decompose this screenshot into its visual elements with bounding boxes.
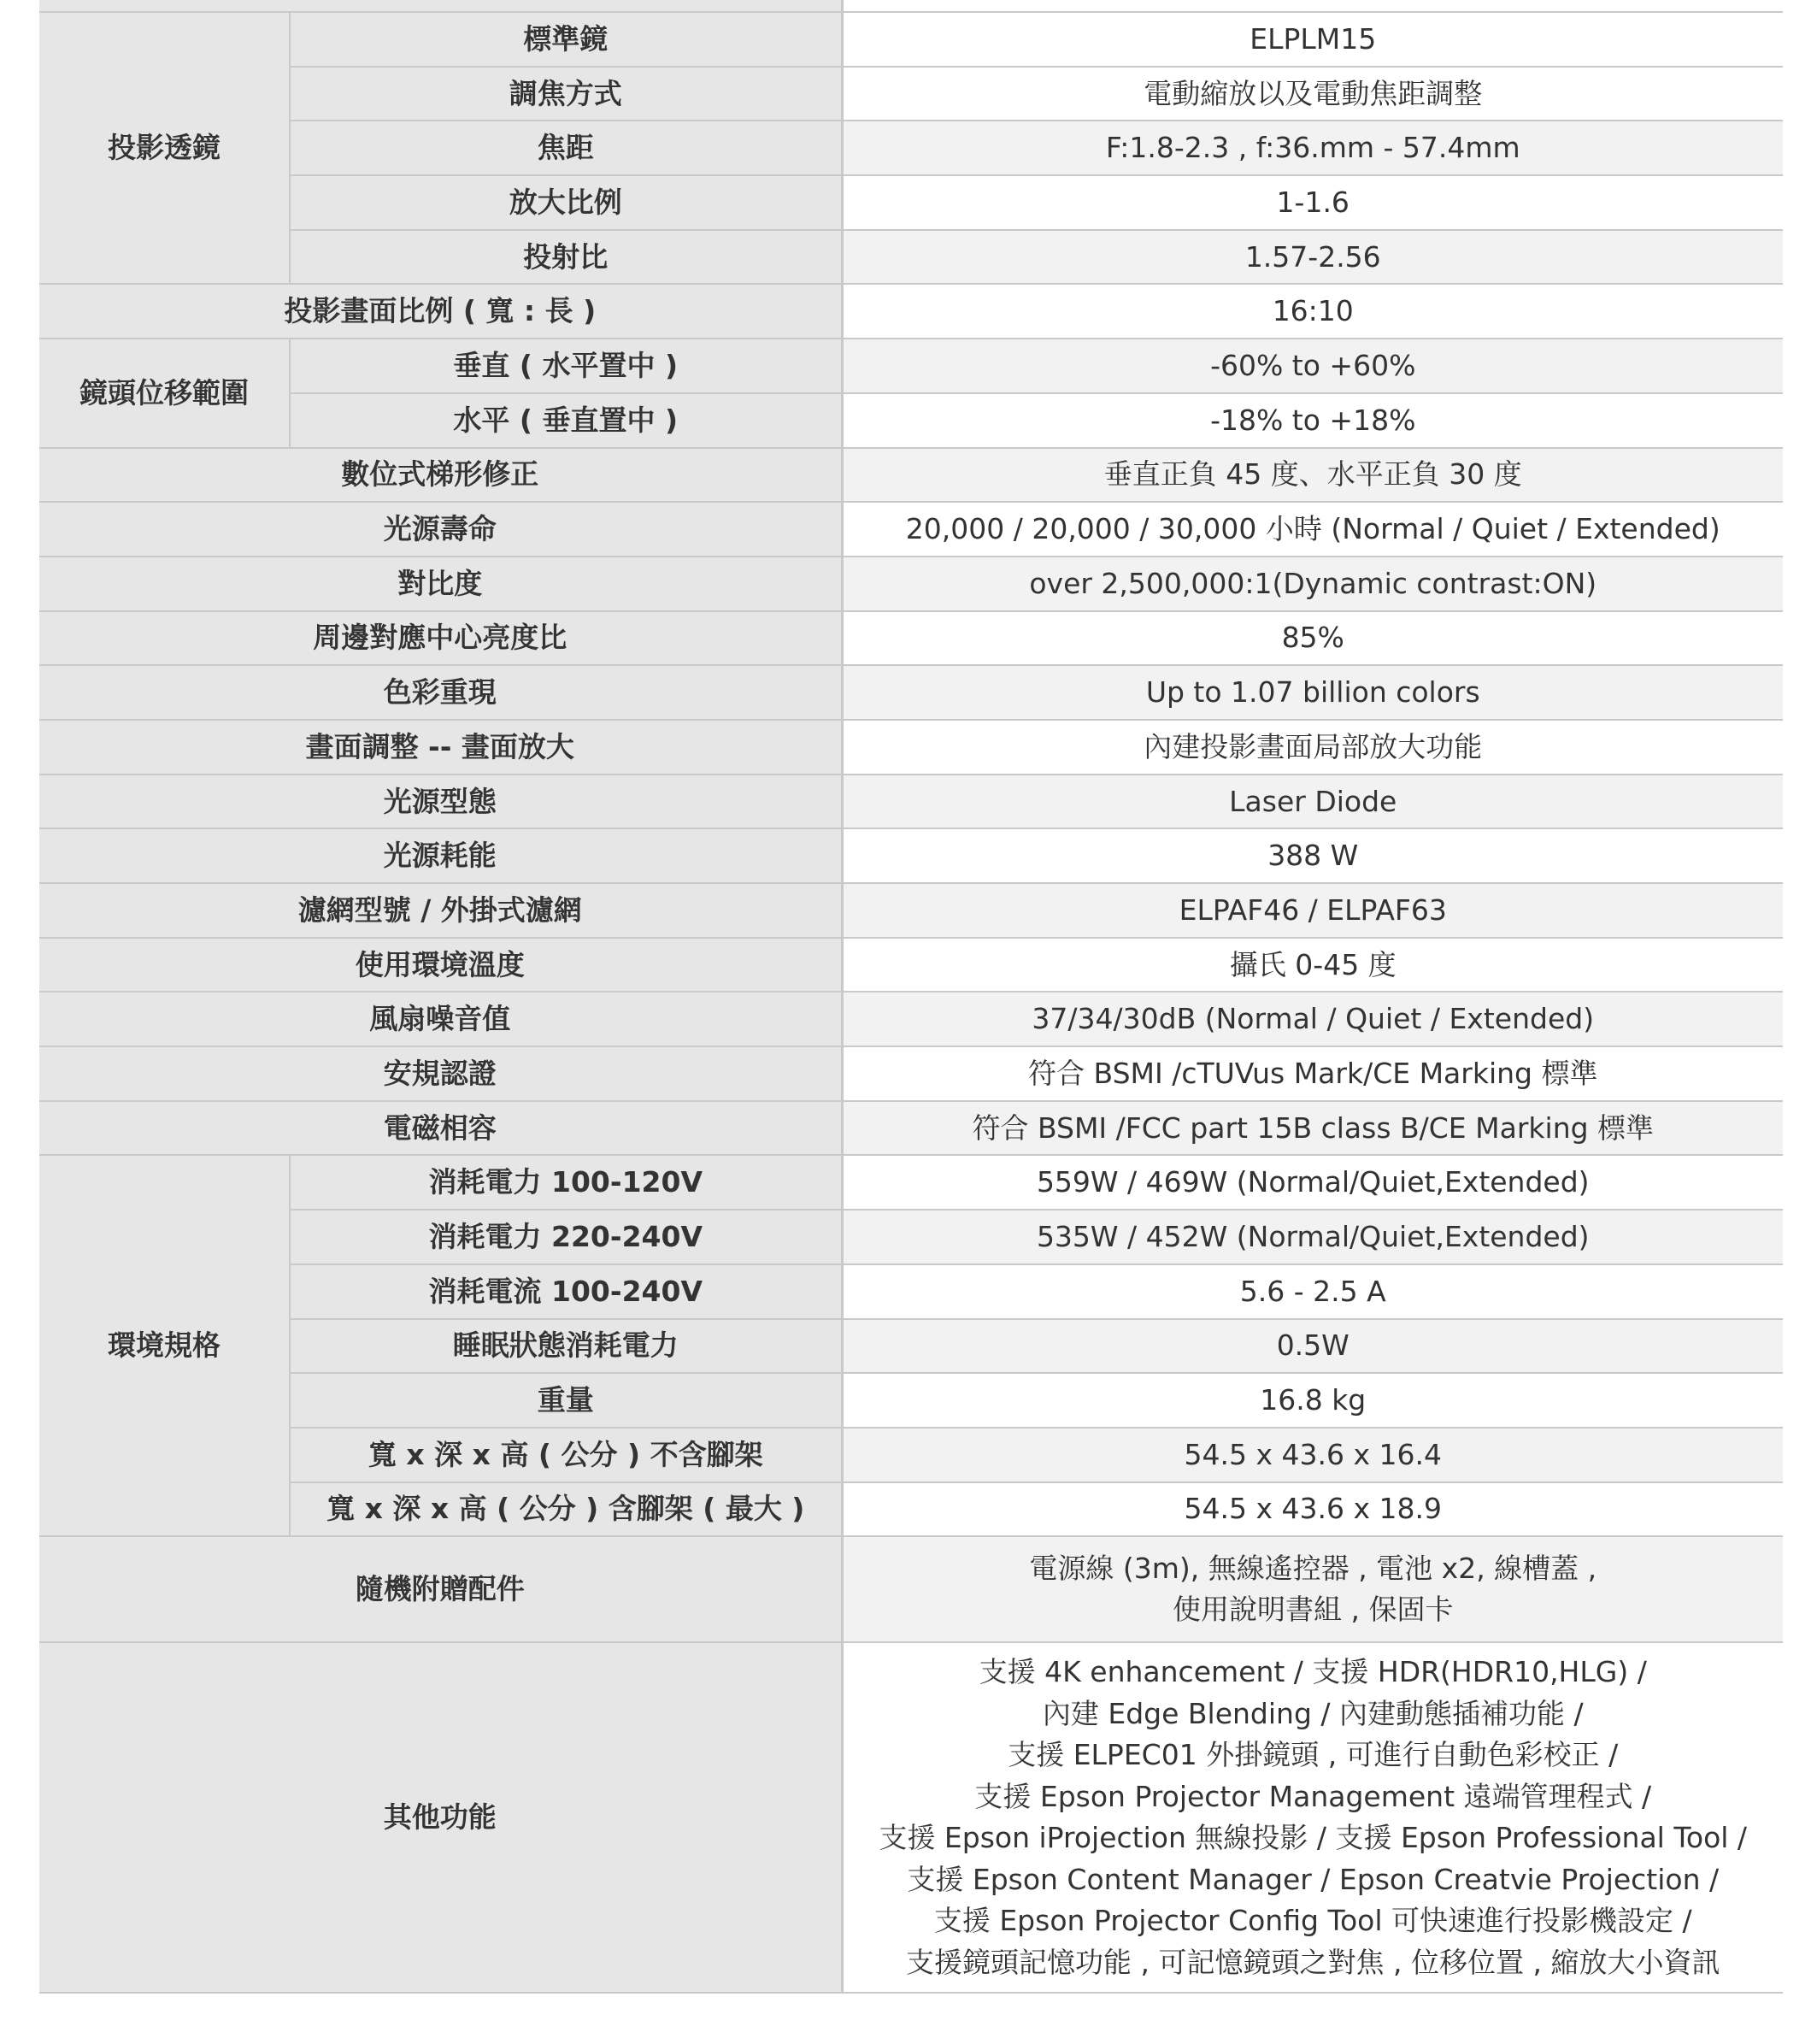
table-row: [39, 12, 1783, 67]
row-value: 1.57-2.56: [842, 230, 1783, 285]
row-value: 20,000 / 20,000 / 30,000 小時 (Normal / Quiet / Extended): [842, 502, 1783, 557]
table-row: [39, 175, 1783, 230]
value-line: 支援 Epson Projector Management 遠端管理程式 /: [974, 1779, 1652, 1813]
table-row: [39, 1482, 1783, 1537]
row-label: 睡眠狀態消耗電力: [290, 1319, 842, 1374]
row-value: 54.5 x 43.6 x 18.9: [842, 1482, 1783, 1537]
row-value: 559W / 469W (Normal/Quiet,Extended): [842, 1155, 1783, 1210]
row-label: 消耗電力 100-120V: [290, 1155, 842, 1210]
table-row: [39, 883, 1783, 938]
table-row: [39, 230, 1783, 285]
table-row: [39, 828, 1783, 883]
row-label: 風扇噪音值: [39, 992, 842, 1046]
row-label: 安規認證: [39, 1046, 842, 1101]
row-value: F:1.8-2.3 , f:36.mm - 57.4mm: [842, 121, 1783, 175]
table-top-edge: [39, 0, 1783, 12]
table-row: [39, 938, 1783, 993]
row-value: -60% to +60%: [842, 339, 1783, 393]
table-row: [39, 1536, 1783, 1642]
row-label: 寬 x 深 x 高 ( 公分 ) 含腳架 ( 最大 ): [290, 1482, 842, 1537]
row-label: 對比度: [39, 557, 842, 611]
row-value: 16.8 kg: [842, 1373, 1783, 1428]
value-line: 支援 ELPEC01 外掛鏡頭 , 可進行自動色彩校正 /: [1008, 1738, 1619, 1772]
row-value: 54.5 x 43.6 x 16.4: [842, 1428, 1783, 1482]
row-value: over 2,500,000:1(Dynamic contrast:ON): [842, 557, 1783, 611]
row-value: 37/34/30dB (Normal / Quiet / Extended): [842, 992, 1783, 1046]
value-line: 支援鏡頭記憶功能 , 可記憶鏡頭之對焦 , 位移位置 , 縮放大小資訊: [906, 1945, 1720, 1979]
table-row: [39, 448, 1783, 503]
row-value: 電動縮放以及電動焦距調整: [842, 67, 1783, 121]
group-label-lens-shift: 鏡頭位移範圍: [39, 339, 290, 447]
table-row: [39, 1428, 1783, 1482]
row-label: 數位式梯形修正: [39, 448, 842, 503]
table-row: [39, 720, 1783, 775]
spec-table: [39, 0, 1783, 1994]
row-value: 1-1.6: [842, 175, 1783, 230]
table-row: [39, 1319, 1783, 1374]
row-label: 隨機附贈配件: [39, 1536, 842, 1642]
row-label: 使用環境溫度: [39, 938, 842, 993]
row-label: 垂直 ( 水平置中 ): [290, 339, 842, 393]
value-line: 支援 4K enhancement / 支援 HDR(HDR10,HLG) /: [979, 1655, 1647, 1689]
value-line: 內建 Edge Blending / 內建動態插補功能 /: [1042, 1696, 1584, 1730]
table-row: [39, 339, 1783, 393]
row-label: 投射比: [290, 230, 842, 285]
row-label: 光源耗能: [39, 828, 842, 883]
table-row: [39, 1155, 1783, 1210]
table-row: [39, 1373, 1783, 1428]
table-row: [39, 1046, 1783, 1101]
row-value: Laser Diode: [842, 775, 1783, 829]
row-label: 消耗電力 220-240V: [290, 1210, 842, 1264]
table-row: [39, 67, 1783, 121]
row-label: 光源型態: [39, 775, 842, 829]
row-value: -18% to +18%: [842, 393, 1783, 448]
row-label: 焦距: [290, 121, 842, 175]
row-value: Up to 1.07 billion colors: [842, 665, 1783, 720]
row-value: 388 W: [842, 828, 1783, 883]
row-value: 內建投影畫面局部放大功能: [842, 720, 1783, 775]
row-value: [842, 1536, 1783, 1642]
row-label: 寬 x 深 x 高 ( 公分 ) 不含腳架: [290, 1428, 842, 1482]
value-line: 支援 Epson Content Manager / Epson Creatvie Projection /: [907, 1862, 1720, 1896]
table-row: [39, 284, 1783, 339]
row-label: 其他功能: [39, 1642, 842, 1993]
row-label: 調焦方式: [290, 67, 842, 121]
group-label-environment: 環境規格: [39, 1155, 290, 1536]
table-row: [39, 1101, 1783, 1156]
table-row: [39, 775, 1783, 829]
row-value: 符合 BSMI /cTUVus Mark/CE Marking 標準: [842, 1046, 1783, 1101]
row-label: 色彩重現: [39, 665, 842, 720]
row-label: 畫面調整 -- 畫面放大: [39, 720, 842, 775]
table-row: [39, 1210, 1783, 1264]
row-label: 光源壽命: [39, 502, 842, 557]
row-value: 0.5W: [842, 1319, 1783, 1374]
row-value: ELPLM15: [842, 12, 1783, 67]
row-label: 濾網型號 / 外掛式濾網: [39, 883, 842, 938]
row-label: 重量: [290, 1373, 842, 1428]
table-row: [39, 611, 1783, 666]
row-value: ELPAF46 / ELPAF63: [842, 883, 1783, 938]
row-value: 85%: [842, 611, 1783, 666]
row-label: 周邊對應中心亮度比: [39, 611, 842, 666]
table-row: [39, 121, 1783, 175]
row-label: 電磁相容: [39, 1101, 842, 1156]
value-line: 支援 Epson Projector Config Tool 可快速進行投影機設定 /: [933, 1904, 1692, 1938]
row-label: 消耗電流 100-240V: [290, 1264, 842, 1319]
table-row: [39, 1264, 1783, 1319]
row-label: 標準鏡: [290, 12, 842, 67]
group-label-projection-lens: 投影透鏡: [39, 12, 290, 284]
row-value: 攝氏 0-45 度: [842, 938, 1783, 993]
row-value: 5.6 - 2.5 A: [842, 1264, 1783, 1319]
table-row: [39, 393, 1783, 448]
value-line: 支援 Epson iProjection 無線投影 / 支援 Epson Professional Tool /: [879, 1821, 1748, 1855]
table-row: [39, 1642, 1783, 1993]
row-label: 投影畫面比例 ( 寬 : 長 ): [39, 284, 842, 339]
row-value: 垂直正負 45 度、水平正負 30 度: [842, 448, 1783, 503]
value-line: 使用說明書組 , 保固卡: [1173, 1593, 1454, 1627]
table-row: [39, 992, 1783, 1046]
row-label: 水平 ( 垂直置中 ): [290, 393, 842, 448]
table-row: [39, 557, 1783, 611]
value-line: 電源線 (3m), 無線遙控器 , 電池 x2, 線槽蓋 ,: [1029, 1552, 1597, 1586]
row-value: [842, 1642, 1783, 1993]
table-row: [39, 665, 1783, 720]
table-row: [39, 502, 1783, 557]
row-value: 16:10: [842, 284, 1783, 339]
row-label: 放大比例: [290, 175, 842, 230]
row-value: 符合 BSMI /FCC part 15B class B/CE Marking 標準: [842, 1101, 1783, 1156]
row-value: 535W / 452W (Normal/Quiet,Extended): [842, 1210, 1783, 1264]
